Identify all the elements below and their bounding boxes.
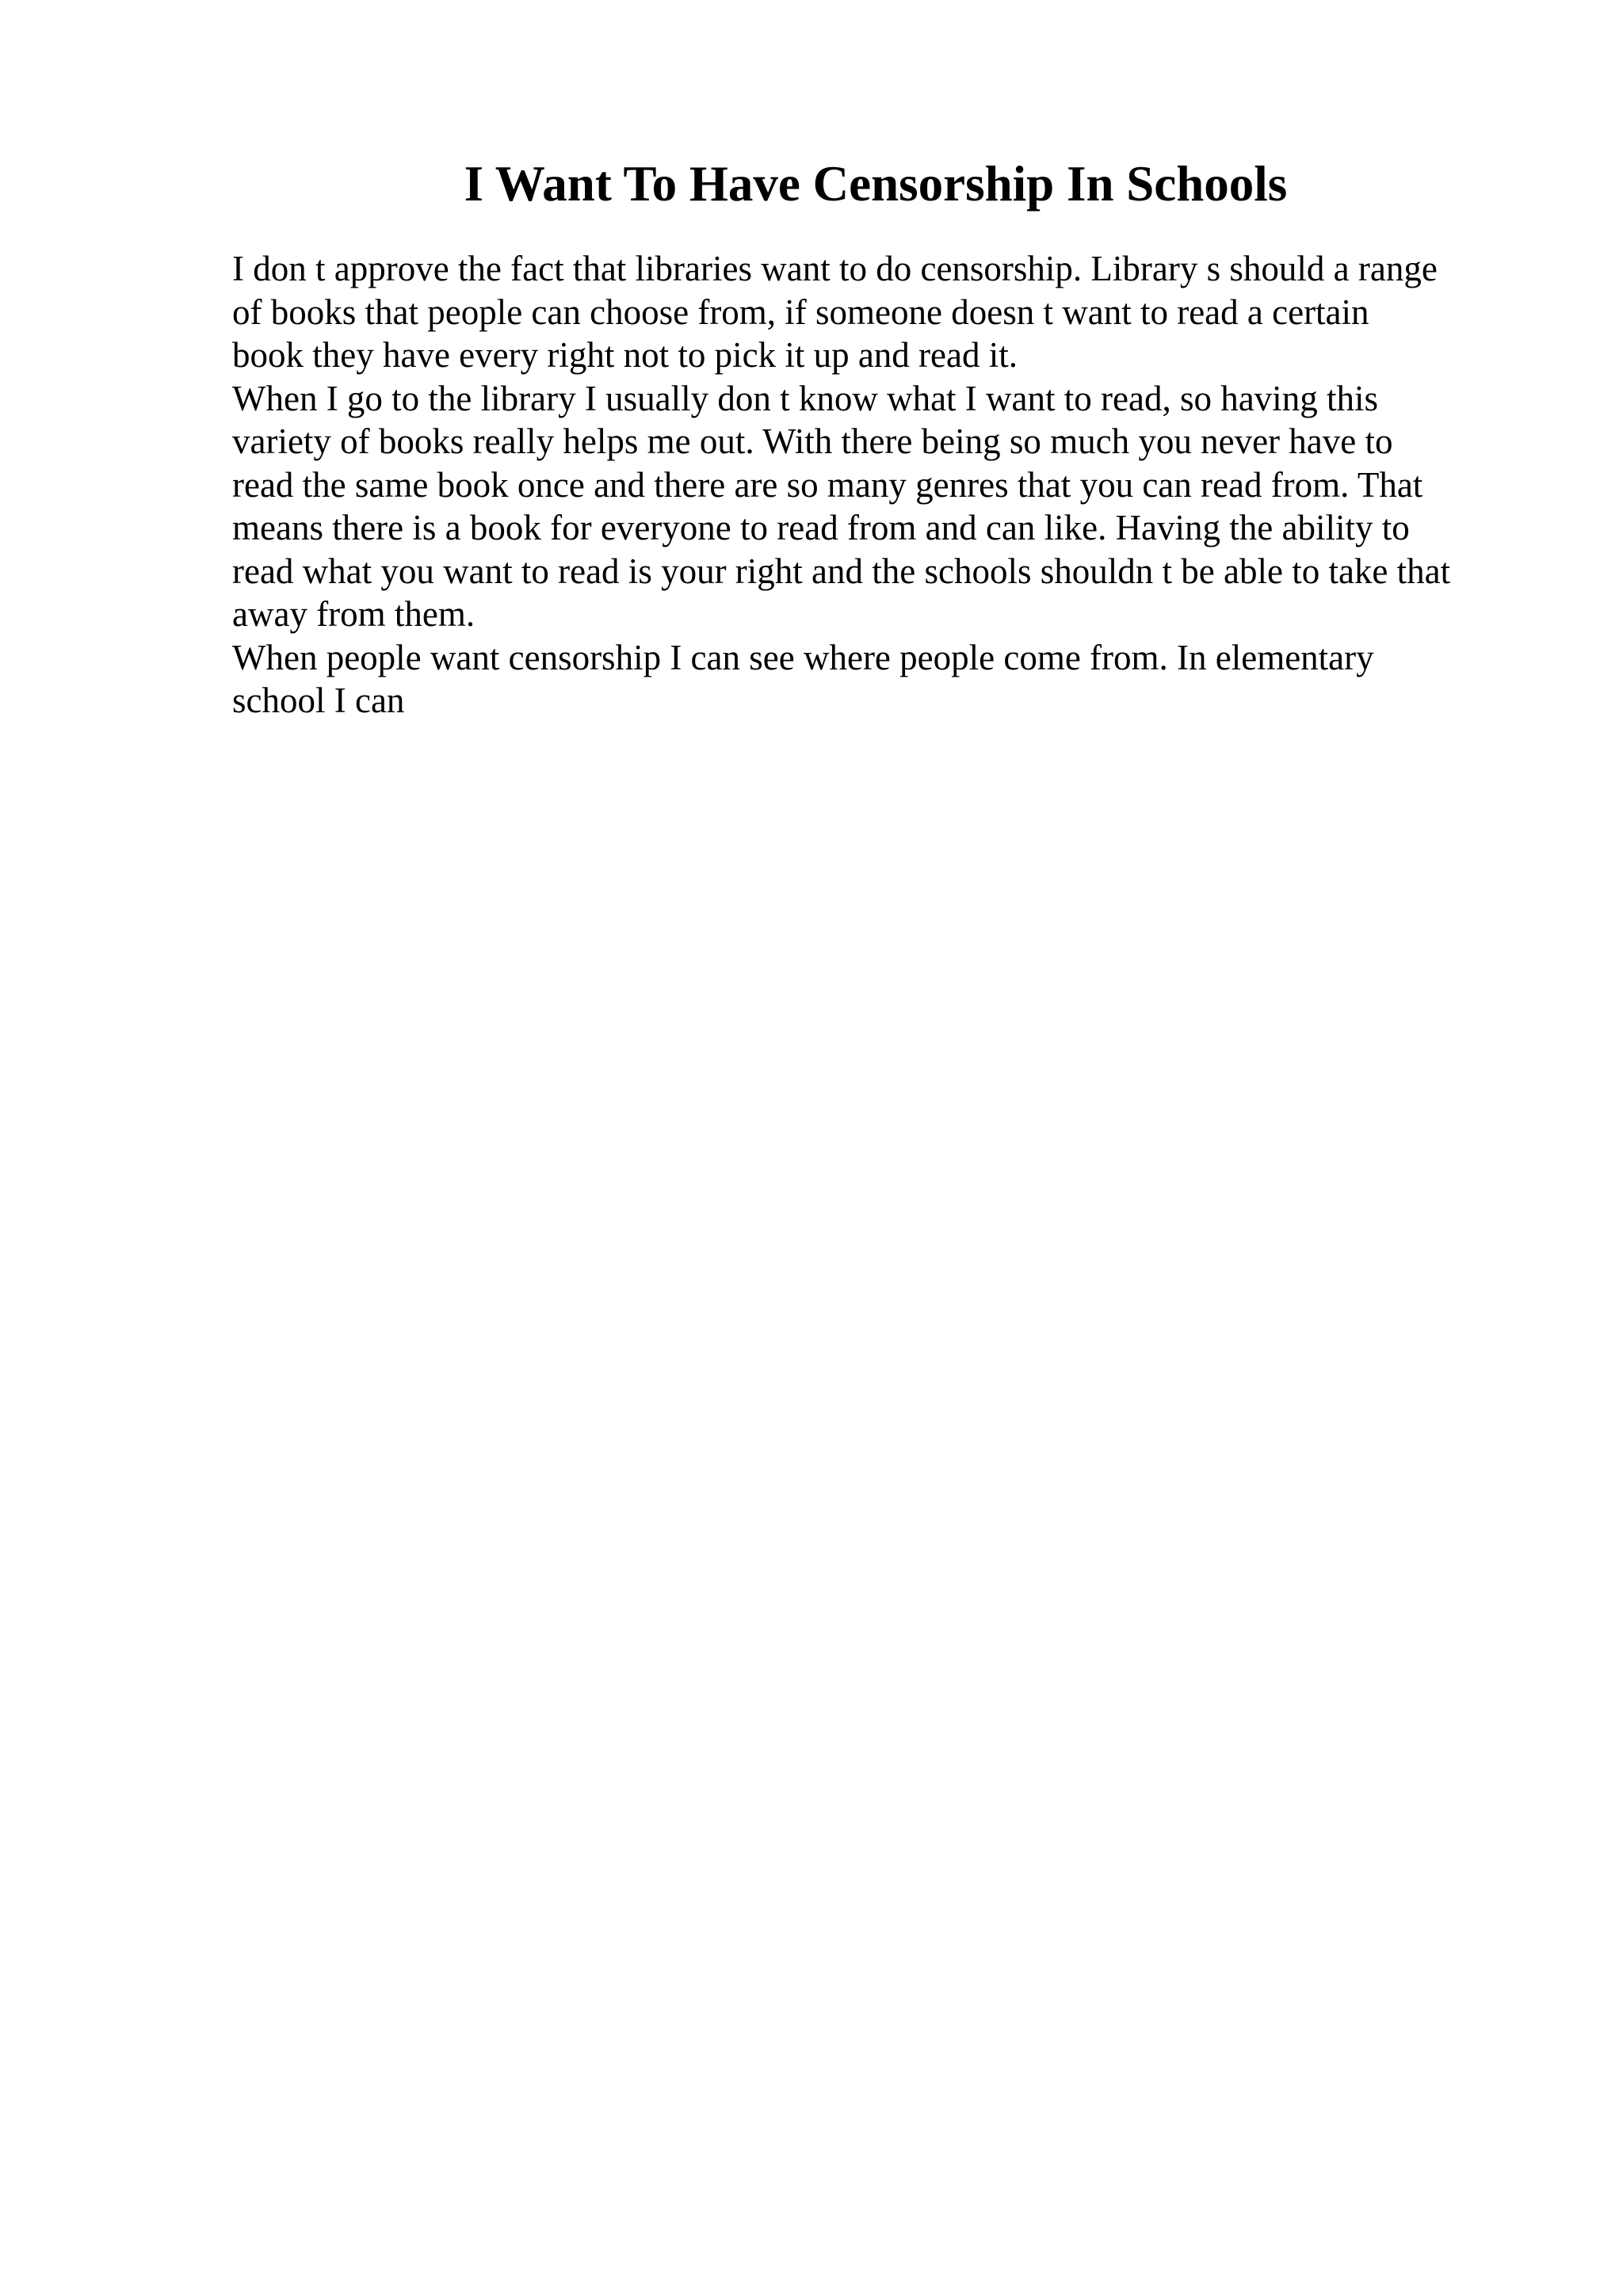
body-line: book they have every right not to pick it up and read it. <box>232 335 1018 375</box>
body-line: means there is a book for everyone to read from and can like. Having the ability to <box>232 508 1410 547</box>
body-line: away from them. <box>232 594 475 634</box>
body-line: When people want censorship I can see where people come from. In elementary <box>232 637 1374 677</box>
body-line: of books that people can choose from, if someone doesn t want to read a certain <box>232 292 1369 332</box>
body-line: school I can <box>232 681 405 720</box>
document-body <box>232 247 1540 723</box>
document-title: I Want To Have Censorship In Schools <box>464 156 1288 212</box>
body-line: variety of books really helps me out. With there being so much you never have to <box>232 421 1393 461</box>
body-line: I don t approve the fact that libraries want to do censorship. Library s should a range <box>232 249 1438 288</box>
body-line: When I go to the library I usually don t know what I want to read, so having this <box>232 378 1378 418</box>
body-line: read the same book once and there are so many genres that you can read from. That <box>232 464 1423 505</box>
body-line: read what you want to read is your right and the schools shouldn t be able to take that <box>232 551 1451 591</box>
